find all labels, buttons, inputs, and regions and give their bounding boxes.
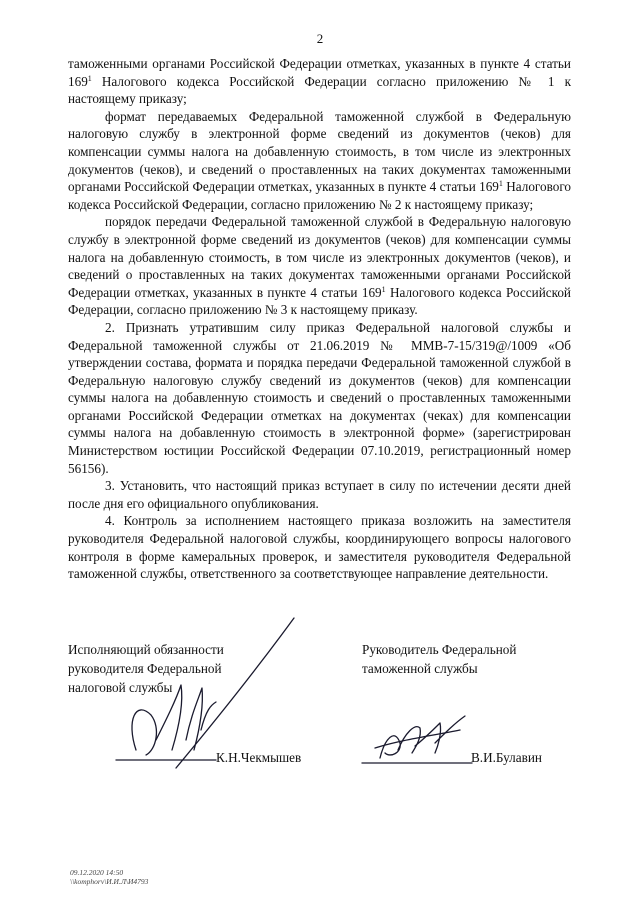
paragraph-3: порядок передачи Федеральной таможенной службой в Федеральную налоговую службу в электронной форме сведений из документов (чеков) для компенсации суммы налога на добавленную стоимость, в том числе из электронных документов (чеков), и сведений о проставленных на таких документах таможенными органами Российской Федерации отметках, указанных в пункте 4 статьи $169^1$ Налогового кодекса Российской Федерации, согласно приложению № 3 к настоящему приказу. <box>68 214 571 318</box>
signatory-left-position: Исполняющий обязанности руководителя Федеральной налоговой службы <box>68 642 224 695</box>
document-body <box>68 55 571 583</box>
signature-right-icon <box>360 708 475 768</box>
paragraph-5: 3. Установить, что настоящий приказ вступает в силу по истечении десяти дней после дня его официального опубликования. <box>68 478 571 511</box>
paragraph-6: 4. Контроль за исполнением настоящего приказа возложить на заместителя руководителя Федеральной налоговой службы, координирующего вопросы налогового контроля в форме камеральных проверок, и заместителя руководителя Федеральной таможенной службы, ответственного за соответствующее направление деятельности. <box>68 513 571 582</box>
signatory-right-position: Руководитель Федеральной таможенной службы <box>362 642 517 676</box>
signatory-left-name: К.Н.Чекмышев <box>216 750 302 765</box>
footer-stamp: 09.12.2020 14:50 \\komphorv\И.И.Л\И4793 <box>70 868 149 886</box>
page-number: 2 <box>316 31 324 46</box>
paragraph-2: формат передаваемых Федеральной таможенной службой в Федеральную налоговую службу в электронной форме сведений из документов (чеков) для компенсации суммы налога на добавленную стоимость, в том числе из электронных документов (чеков), и сведений о проставленных на таких документах таможенными органами Российской Федерации отметках, указанных в пункте 4 статьи $169^1$ Налогового кодекса Российской Федерации, согласно приложению № 2 к настоящему приказу; <box>68 108 571 212</box>
signatory-right-name: В.И.Булавин <box>471 750 542 765</box>
paragraph-4: 2. Признать утратившим силу приказ Федеральной налоговой службы и Федеральной таможенной службы от 21.06.2019 № ММВ-7-15/319@/1009 «Об утверждении состава, формата и порядка передачи Федеральной таможенной службой в Федеральную налоговую службу сведений из документов (чеков) для компенсации суммы налога на добавленную стоимость и сведений о проставленных таможенными органами Российской Федерации отметках на документах (чеках) для компенсации суммы налога на добавленную стоимость в электронной форме» (зарегистрирован Министерством юстиции Российской Федерации 07.10.2019, регистрационный номер 56156). <box>68 319 571 476</box>
paragraph-1: таможенными органами Российской Федерации отметках, указанных в пункте 4 статьи $169^1$ Налогового кодекса Российской Федерации согласно приложению № 1 к настоящему приказу; <box>68 56 571 107</box>
